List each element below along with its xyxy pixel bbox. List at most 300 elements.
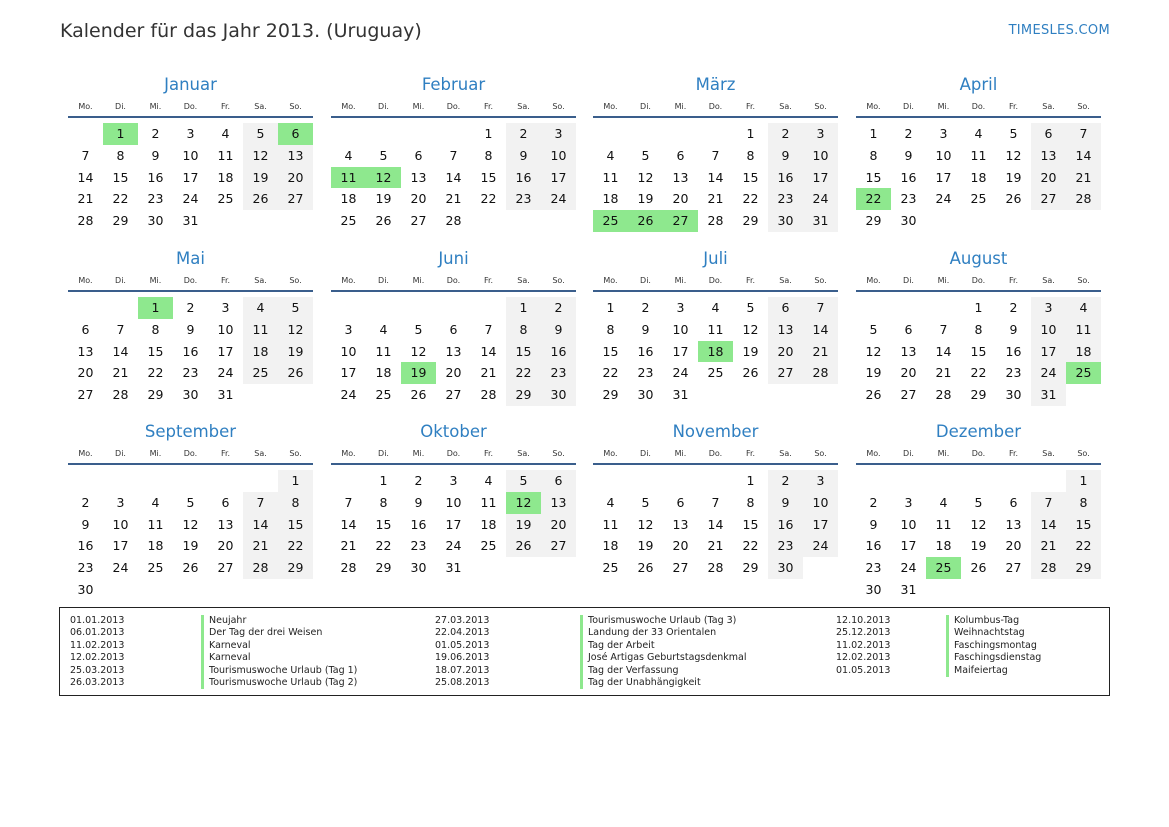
- day-cell[interactable]: 9: [904, 147, 913, 163]
- day-cell[interactable]: 6: [449, 321, 458, 337]
- day-cell[interactable]: 17: [340, 365, 357, 381]
- day-cell[interactable]: 27: [77, 387, 94, 403]
- day-cell[interactable]: 27: [445, 387, 462, 403]
- day-cell[interactable]: 23: [182, 365, 199, 381]
- day-cell[interactable]: 2: [768, 123, 803, 145]
- day-cell[interactable]: 13: [410, 169, 427, 185]
- day-cell[interactable]: 30: [865, 581, 882, 597]
- day-cell[interactable]: 21: [445, 191, 462, 207]
- holiday-day-cell[interactable]: 6: [278, 123, 313, 145]
- day-cell[interactable]: 16: [410, 516, 427, 532]
- day-cell[interactable]: 14: [445, 169, 462, 185]
- holiday-day-cell[interactable]: 25: [593, 210, 628, 232]
- day-cell[interactable]: 10: [672, 321, 689, 337]
- day-cell[interactable]: 4: [344, 147, 353, 163]
- day-cell[interactable]: 1: [606, 300, 615, 315]
- day-cell[interactable]: 18: [243, 341, 278, 363]
- day-cell[interactable]: 17: [217, 343, 234, 359]
- day-cell[interactable]: 17: [900, 538, 917, 554]
- day-cell[interactable]: 23: [637, 365, 654, 381]
- day-cell[interactable]: 18: [480, 516, 497, 532]
- day-cell[interactable]: 29: [375, 560, 392, 576]
- day-cell[interactable]: 1: [974, 300, 983, 315]
- day-cell[interactable]: 6: [904, 321, 913, 337]
- day-cell[interactable]: 2: [1009, 300, 1018, 315]
- day-cell[interactable]: 9: [1009, 321, 1018, 337]
- day-cell[interactable]: 11: [970, 147, 987, 163]
- day-cell[interactable]: 1: [484, 126, 493, 141]
- day-cell[interactable]: 20: [768, 341, 803, 363]
- day-cell[interactable]: 9: [81, 516, 90, 532]
- day-cell[interactable]: 12: [278, 319, 313, 341]
- day-cell[interactable]: 8: [506, 319, 541, 341]
- day-cell[interactable]: 7: [484, 321, 493, 337]
- day-cell[interactable]: 25: [217, 191, 234, 207]
- day-cell[interactable]: 4: [939, 494, 948, 510]
- day-cell[interactable]: 2: [541, 297, 576, 319]
- day-cell[interactable]: 2: [506, 123, 541, 145]
- day-cell[interactable]: 3: [116, 494, 125, 510]
- day-cell[interactable]: 2: [869, 494, 878, 510]
- day-cell[interactable]: 25: [970, 191, 987, 207]
- day-cell[interactable]: 19: [970, 538, 987, 554]
- day-cell[interactable]: 22: [1066, 535, 1101, 557]
- day-cell[interactable]: 26: [637, 560, 654, 576]
- day-cell[interactable]: 11: [707, 321, 724, 337]
- day-cell[interactable]: 22: [147, 365, 164, 381]
- day-cell[interactable]: 28: [340, 560, 357, 576]
- day-cell[interactable]: 16: [77, 538, 94, 554]
- day-cell[interactable]: 21: [480, 365, 497, 381]
- day-cell[interactable]: 28: [445, 213, 462, 229]
- day-cell[interactable]: 11: [602, 516, 619, 532]
- day-cell[interactable]: 15: [480, 169, 497, 185]
- day-cell[interactable]: 11: [147, 516, 164, 532]
- day-cell[interactable]: 6: [1009, 494, 1018, 510]
- day-cell[interactable]: 3: [803, 123, 838, 145]
- day-cell[interactable]: 6: [676, 494, 685, 510]
- day-cell[interactable]: 7: [449, 147, 458, 163]
- day-cell[interactable]: 5: [746, 300, 755, 315]
- day-cell[interactable]: 19: [375, 191, 392, 207]
- holiday-day-cell[interactable]: 22: [856, 188, 891, 210]
- day-cell[interactable]: 28: [803, 362, 838, 384]
- day-cell[interactable]: 9: [869, 516, 878, 532]
- day-cell[interactable]: 1: [1066, 470, 1101, 492]
- day-cell[interactable]: 3: [904, 494, 913, 510]
- day-cell[interactable]: 7: [939, 321, 948, 337]
- day-cell[interactable]: 16: [182, 343, 199, 359]
- day-cell[interactable]: 9: [414, 494, 423, 510]
- day-cell[interactable]: 13: [1005, 516, 1022, 532]
- day-cell[interactable]: 21: [77, 191, 94, 207]
- day-cell[interactable]: 10: [340, 343, 357, 359]
- day-cell[interactable]: 28: [480, 387, 497, 403]
- day-cell[interactable]: 4: [484, 473, 493, 488]
- day-cell[interactable]: 24: [541, 188, 576, 210]
- day-cell[interactable]: 5: [974, 494, 983, 510]
- day-cell[interactable]: 9: [151, 147, 160, 163]
- day-cell[interactable]: 31: [217, 387, 234, 403]
- day-cell[interactable]: 18: [970, 169, 987, 185]
- day-cell[interactable]: 16: [541, 341, 576, 363]
- holiday-day-cell[interactable]: 26: [628, 210, 663, 232]
- day-cell[interactable]: 29: [147, 387, 164, 403]
- day-cell[interactable]: 26: [506, 535, 541, 557]
- day-cell[interactable]: 20: [672, 538, 689, 554]
- day-cell[interactable]: 8: [151, 321, 160, 337]
- day-cell[interactable]: 19: [182, 538, 199, 554]
- day-cell[interactable]: 17: [112, 538, 129, 554]
- day-cell[interactable]: 10: [541, 145, 576, 167]
- day-cell[interactable]: 15: [506, 341, 541, 363]
- holiday-day-cell[interactable]: 19: [401, 362, 436, 384]
- holiday-day-cell[interactable]: 25: [1066, 362, 1101, 384]
- day-cell[interactable]: 24: [900, 560, 917, 576]
- day-cell[interactable]: 24: [672, 365, 689, 381]
- day-cell[interactable]: 27: [217, 560, 234, 576]
- day-cell[interactable]: 6: [768, 297, 803, 319]
- day-cell[interactable]: 10: [182, 147, 199, 163]
- day-cell[interactable]: 26: [970, 560, 987, 576]
- day-cell[interactable]: 26: [410, 387, 427, 403]
- day-cell[interactable]: 29: [742, 213, 759, 229]
- day-cell[interactable]: 22: [375, 538, 392, 554]
- day-cell[interactable]: 21: [1031, 535, 1066, 557]
- day-cell[interactable]: 16: [147, 169, 164, 185]
- day-cell[interactable]: 19: [637, 191, 654, 207]
- day-cell[interactable]: 24: [803, 188, 838, 210]
- day-cell[interactable]: 26: [375, 213, 392, 229]
- day-cell[interactable]: 12: [1005, 147, 1022, 163]
- day-cell[interactable]: 24: [112, 560, 129, 576]
- day-cell[interactable]: 5: [243, 123, 278, 145]
- day-cell[interactable]: 31: [672, 387, 689, 403]
- day-cell[interactable]: 29: [742, 560, 759, 576]
- day-cell[interactable]: 26: [742, 365, 759, 381]
- day-cell[interactable]: 19: [742, 343, 759, 359]
- day-cell[interactable]: 20: [541, 514, 576, 536]
- holiday-day-cell[interactable]: 12: [366, 167, 401, 189]
- day-cell[interactable]: 23: [768, 188, 803, 210]
- day-cell[interactable]: 18: [340, 191, 357, 207]
- day-cell[interactable]: 22: [742, 191, 759, 207]
- day-cell[interactable]: 18: [1066, 341, 1101, 363]
- day-cell[interactable]: 2: [768, 470, 803, 492]
- day-cell[interactable]: 12: [243, 145, 278, 167]
- day-cell[interactable]: 23: [541, 362, 576, 384]
- day-cell[interactable]: 21: [243, 535, 278, 557]
- day-cell[interactable]: 17: [803, 167, 838, 189]
- day-cell[interactable]: 27: [900, 387, 917, 403]
- day-cell[interactable]: 28: [243, 557, 278, 579]
- day-cell[interactable]: 2: [186, 300, 195, 315]
- day-cell[interactable]: 7: [711, 147, 720, 163]
- day-cell[interactable]: 19: [506, 514, 541, 536]
- day-cell[interactable]: 16: [900, 169, 917, 185]
- day-cell[interactable]: 25: [480, 538, 497, 554]
- day-cell[interactable]: 3: [939, 126, 948, 141]
- day-cell[interactable]: 6: [414, 147, 423, 163]
- day-cell[interactable]: 22: [112, 191, 129, 207]
- day-cell[interactable]: 22: [480, 191, 497, 207]
- day-cell[interactable]: 26: [182, 560, 199, 576]
- day-cell[interactable]: 10: [217, 321, 234, 337]
- day-cell[interactable]: 30: [77, 581, 94, 597]
- day-cell[interactable]: 23: [1005, 365, 1022, 381]
- day-cell[interactable]: 18: [602, 191, 619, 207]
- day-cell[interactable]: 17: [935, 169, 952, 185]
- day-cell[interactable]: 20: [1005, 538, 1022, 554]
- day-cell[interactable]: 18: [602, 538, 619, 554]
- day-cell[interactable]: 12: [637, 169, 654, 185]
- day-cell[interactable]: 24: [445, 538, 462, 554]
- day-cell[interactable]: 24: [935, 191, 952, 207]
- day-cell[interactable]: 18: [147, 538, 164, 554]
- holiday-day-cell[interactable]: 1: [103, 123, 138, 145]
- day-cell[interactable]: 7: [1066, 123, 1101, 145]
- day-cell[interactable]: 13: [1031, 145, 1066, 167]
- day-cell[interactable]: 9: [768, 492, 803, 514]
- day-cell[interactable]: 31: [182, 213, 199, 229]
- day-cell[interactable]: 13: [77, 343, 94, 359]
- day-cell[interactable]: 11: [602, 169, 619, 185]
- day-cell[interactable]: 8: [116, 147, 125, 163]
- day-cell[interactable]: 13: [900, 343, 917, 359]
- day-cell[interactable]: 4: [606, 494, 615, 510]
- day-cell[interactable]: 28: [112, 387, 129, 403]
- day-cell[interactable]: 12: [410, 343, 427, 359]
- day-cell[interactable]: 28: [1031, 557, 1066, 579]
- day-cell[interactable]: 31: [900, 581, 917, 597]
- day-cell[interactable]: 4: [1066, 297, 1101, 319]
- day-cell[interactable]: 16: [506, 167, 541, 189]
- day-cell[interactable]: 20: [672, 191, 689, 207]
- day-cell[interactable]: 19: [278, 341, 313, 363]
- day-cell[interactable]: 28: [707, 560, 724, 576]
- day-cell[interactable]: 29: [506, 384, 541, 406]
- day-cell[interactable]: 30: [768, 557, 803, 579]
- day-cell[interactable]: 17: [182, 169, 199, 185]
- day-cell[interactable]: 31: [1031, 384, 1066, 406]
- day-cell[interactable]: 1: [869, 126, 878, 141]
- holiday-day-cell[interactable]: 25: [926, 557, 961, 579]
- day-cell[interactable]: 5: [278, 297, 313, 319]
- day-cell[interactable]: 23: [900, 191, 917, 207]
- day-cell[interactable]: 10: [1031, 319, 1066, 341]
- day-cell[interactable]: 12: [742, 321, 759, 337]
- day-cell[interactable]: 22: [970, 365, 987, 381]
- day-cell[interactable]: 13: [672, 169, 689, 185]
- day-cell[interactable]: 1: [746, 126, 755, 141]
- day-cell[interactable]: 26: [1005, 191, 1022, 207]
- day-cell[interactable]: 23: [768, 535, 803, 557]
- day-cell[interactable]: 25: [243, 362, 278, 384]
- day-cell[interactable]: 12: [865, 343, 882, 359]
- day-cell[interactable]: 3: [803, 470, 838, 492]
- day-cell[interactable]: 24: [217, 365, 234, 381]
- day-cell[interactable]: 18: [935, 538, 952, 554]
- day-cell[interactable]: 13: [217, 516, 234, 532]
- day-cell[interactable]: 27: [672, 560, 689, 576]
- day-cell[interactable]: 29: [278, 557, 313, 579]
- day-cell[interactable]: 16: [768, 514, 803, 536]
- day-cell[interactable]: 10: [900, 516, 917, 532]
- day-cell[interactable]: 15: [278, 514, 313, 536]
- day-cell[interactable]: 10: [935, 147, 952, 163]
- day-cell[interactable]: 20: [77, 365, 94, 381]
- day-cell[interactable]: 11: [217, 147, 234, 163]
- day-cell[interactable]: 14: [340, 516, 357, 532]
- day-cell[interactable]: 16: [637, 343, 654, 359]
- day-cell[interactable]: 13: [445, 343, 462, 359]
- day-cell[interactable]: 22: [506, 362, 541, 384]
- holiday-day-cell[interactable]: 12: [506, 492, 541, 514]
- day-cell[interactable]: 30: [637, 387, 654, 403]
- day-cell[interactable]: 27: [768, 362, 803, 384]
- day-cell[interactable]: 14: [935, 343, 952, 359]
- day-cell[interactable]: 8: [869, 147, 878, 163]
- day-cell[interactable]: 1: [746, 473, 755, 488]
- day-cell[interactable]: 19: [865, 365, 882, 381]
- day-cell[interactable]: 16: [768, 167, 803, 189]
- day-cell[interactable]: 21: [112, 365, 129, 381]
- day-cell[interactable]: 28: [707, 213, 724, 229]
- day-cell[interactable]: 15: [970, 343, 987, 359]
- day-cell[interactable]: 7: [711, 494, 720, 510]
- day-cell[interactable]: 4: [221, 126, 230, 141]
- day-cell[interactable]: 15: [742, 516, 759, 532]
- day-cell[interactable]: 23: [77, 560, 94, 576]
- day-cell[interactable]: 3: [541, 123, 576, 145]
- day-cell[interactable]: 3: [221, 300, 230, 315]
- day-cell[interactable]: 2: [81, 494, 90, 510]
- day-cell[interactable]: 6: [1031, 123, 1066, 145]
- day-cell[interactable]: 25: [147, 560, 164, 576]
- day-cell[interactable]: 28: [1066, 188, 1101, 210]
- day-cell[interactable]: 14: [707, 169, 724, 185]
- day-cell[interactable]: 13: [672, 516, 689, 532]
- day-cell[interactable]: 29: [865, 213, 882, 229]
- day-cell[interactable]: 7: [116, 321, 125, 337]
- day-cell[interactable]: 8: [278, 492, 313, 514]
- day-cell[interactable]: 13: [278, 145, 313, 167]
- day-cell[interactable]: 8: [1066, 492, 1101, 514]
- day-cell[interactable]: 24: [340, 387, 357, 403]
- day-cell[interactable]: 8: [974, 321, 983, 337]
- day-cell[interactable]: 9: [641, 321, 650, 337]
- day-cell[interactable]: 12: [182, 516, 199, 532]
- day-cell[interactable]: 23: [865, 560, 882, 576]
- day-cell[interactable]: 29: [602, 387, 619, 403]
- day-cell[interactable]: 29: [1066, 557, 1101, 579]
- day-cell[interactable]: 17: [803, 514, 838, 536]
- day-cell[interactable]: 14: [1031, 514, 1066, 536]
- day-cell[interactable]: 17: [672, 343, 689, 359]
- day-cell[interactable]: 2: [641, 300, 650, 315]
- day-cell[interactable]: 3: [1031, 297, 1066, 319]
- day-cell[interactable]: 9: [506, 145, 541, 167]
- day-cell[interactable]: 25: [707, 365, 724, 381]
- day-cell[interactable]: 27: [541, 535, 576, 557]
- day-cell[interactable]: 2: [904, 126, 913, 141]
- day-cell[interactable]: 10: [112, 516, 129, 532]
- day-cell[interactable]: 14: [77, 169, 94, 185]
- day-cell[interactable]: 1: [278, 470, 313, 492]
- day-cell[interactable]: 13: [541, 492, 576, 514]
- day-cell[interactable]: 6: [676, 147, 685, 163]
- day-cell[interactable]: 5: [414, 321, 423, 337]
- day-cell[interactable]: 4: [606, 147, 615, 163]
- day-cell[interactable]: 23: [147, 191, 164, 207]
- day-cell[interactable]: 15: [147, 343, 164, 359]
- day-cell[interactable]: 19: [637, 538, 654, 554]
- day-cell[interactable]: 8: [746, 494, 755, 510]
- day-cell[interactable]: 7: [243, 492, 278, 514]
- day-cell[interactable]: 10: [803, 492, 838, 514]
- day-cell[interactable]: 9: [186, 321, 195, 337]
- day-cell[interactable]: 14: [707, 516, 724, 532]
- day-cell[interactable]: 10: [445, 494, 462, 510]
- day-cell[interactable]: 17: [1031, 341, 1066, 363]
- day-cell[interactable]: 15: [602, 343, 619, 359]
- day-cell[interactable]: 7: [803, 297, 838, 319]
- day-cell[interactable]: 11: [935, 516, 952, 532]
- day-cell[interactable]: 20: [217, 538, 234, 554]
- day-cell[interactable]: 4: [243, 297, 278, 319]
- day-cell[interactable]: 24: [1031, 362, 1066, 384]
- day-cell[interactable]: 27: [1031, 188, 1066, 210]
- day-cell[interactable]: 11: [375, 343, 392, 359]
- day-cell[interactable]: 16: [1005, 343, 1022, 359]
- day-cell[interactable]: 25: [602, 560, 619, 576]
- day-cell[interactable]: 8: [746, 147, 755, 163]
- day-cell[interactable]: 25: [340, 213, 357, 229]
- day-cell[interactable]: 5: [379, 147, 388, 163]
- day-cell[interactable]: 19: [1005, 169, 1022, 185]
- day-cell[interactable]: 21: [935, 365, 952, 381]
- day-cell[interactable]: 14: [480, 343, 497, 359]
- day-cell[interactable]: 10: [803, 145, 838, 167]
- day-cell[interactable]: 9: [541, 319, 576, 341]
- day-cell[interactable]: 21: [707, 538, 724, 554]
- day-cell[interactable]: 15: [112, 169, 129, 185]
- day-cell[interactable]: 6: [81, 321, 90, 337]
- day-cell[interactable]: 5: [1009, 126, 1018, 141]
- day-cell[interactable]: 9: [768, 145, 803, 167]
- day-cell[interactable]: 3: [449, 473, 458, 488]
- day-cell[interactable]: 8: [379, 494, 388, 510]
- day-cell[interactable]: 25: [375, 387, 392, 403]
- day-cell[interactable]: 24: [803, 535, 838, 557]
- day-cell[interactable]: 4: [151, 494, 160, 510]
- day-cell[interactable]: 4: [711, 300, 720, 315]
- day-cell[interactable]: 3: [676, 300, 685, 315]
- day-cell[interactable]: 22: [602, 365, 619, 381]
- day-cell[interactable]: 27: [410, 213, 427, 229]
- day-cell[interactable]: 26: [865, 387, 882, 403]
- day-cell[interactable]: 30: [147, 213, 164, 229]
- day-cell[interactable]: 8: [606, 321, 615, 337]
- brand-link[interactable]: TIMESLES.COM: [1008, 23, 1110, 38]
- day-cell[interactable]: 24: [182, 191, 199, 207]
- day-cell[interactable]: 30: [1005, 387, 1022, 403]
- day-cell[interactable]: 19: [243, 167, 278, 189]
- day-cell[interactable]: 12: [970, 516, 987, 532]
- day-cell[interactable]: 30: [768, 210, 803, 232]
- day-cell[interactable]: 7: [81, 147, 90, 163]
- day-cell[interactable]: 15: [375, 516, 392, 532]
